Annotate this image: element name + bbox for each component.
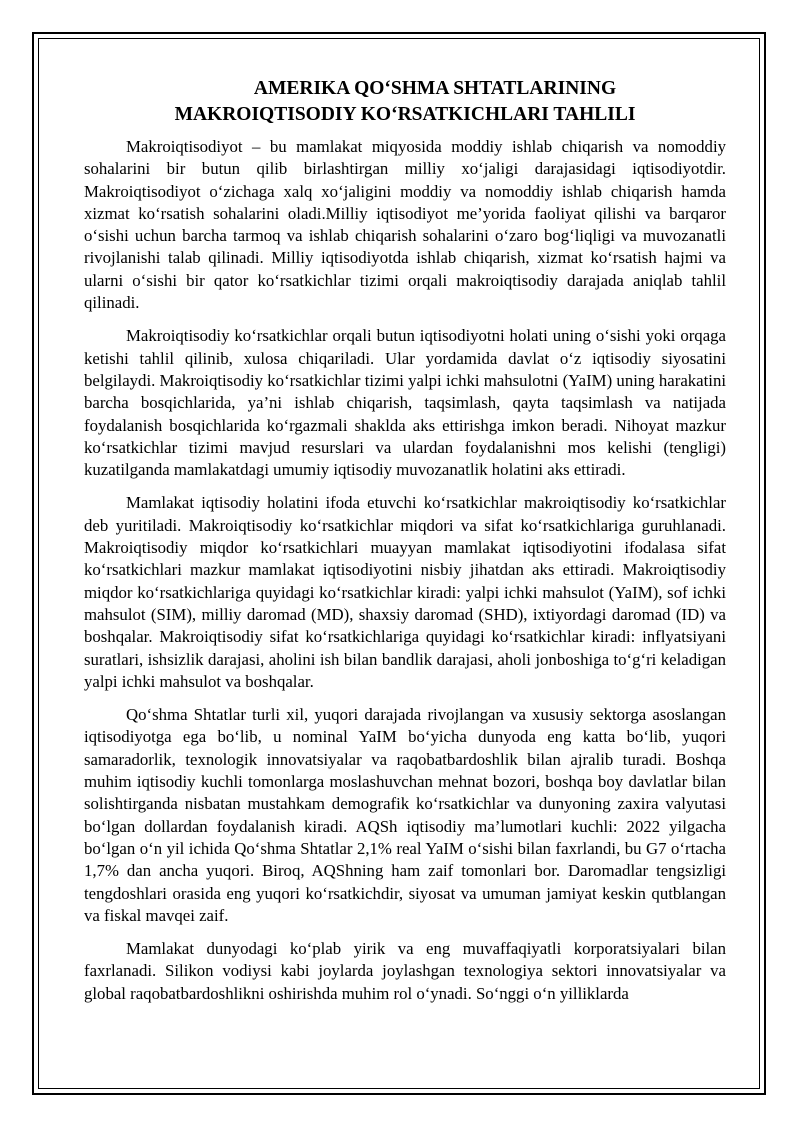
- paragraph-5: Mamlakat dunyodagi ko‘plab yirik va eng muvaffaqiyatli korporatsiyalari bilan faxrlanadi. Silikon vodiysi kabi joylarda joylashgan texnologiya sektori innovatsiyalar va global raqobatbardoshlikni oshirishda muhim rol o‘ynadi. So‘nggi o‘n yilliklarda: [84, 939, 726, 1003]
- title-line-2: MAKROIQTISODIY KO‘RSATKICHLARI TAHLILI: [174, 104, 636, 125]
- paragraph-1: Makroiqtisodiyot – bu mamlakat miqyosida moddiy ishlab chiqarish va nomoddiy sohalarini bir butun qilib birlashtirgan milliy xo‘jaligi darajasidagi iqtisodiyotdir. Makroiqtisodiyot o‘zichaga xalq xo‘jaligini moddiy va nomoddiy ishlab chiqarish hamda xizmat ko‘rsatish sohalarini oladi.Milliy iqtisodiyot me’yorida faoliyat qilishi va barqaror o‘sishi uchun barcha tarmoq va ishlab chiqarish sohalarini o‘zaro bog‘liqligi va muvozanatli rivojlanishi talab qilinadi. Milliy iqtisodiyotda ishlab chiqarish, xizmat ko‘rsatish hajmi va ularni o‘sishi bir qator ko‘rsatkichlar tizimi orqali makroiqtisodiy darajada aniqlab tahlil qilinadi.: [84, 137, 726, 313]
- document-body: [84, 76, 726, 1090]
- paragraph-3: Mamlakat iqtisodiy holatini ifoda etuvchi ko‘rsatkichlar makroiqtisodiy ko‘rsatkichlar deb yuritiladi. Makroiqtisodiy ko‘rsatkichlar miqdori va sifat ko‘rsatkichlariga guruhlanadi. Makroiqtisodiy miqdor ko‘rsatkichlari muayyan mamlakat iqtisodiyotini ifodalasa sifat ko‘rsatkichlari mazkur mamlakat iqtisodiyotini nisbiy jihatdan aks ettiradi. Makroiqtisodiy miqdor ko‘rsatkichlariga quyidagi ko‘rsatkichlar kiradi: yalpi ichki mahsulot (YaIM), sof ichki mahsulot (SIM), milliy daromad (MD), shaxsiy daromad (SHD), ixtiyordagi daromad (ID) va boshqalar. Makroiqtisodiy sifat ko‘rsatkichlariga quyidagi ko‘rsatkichlar kiradi: inflyatsiyani suratlari, ishsizlik darajasi, aholini ish bilan bandlik darajasi, aholi jonboshiga to‘g‘ri keladigan yalpi ichki mahsulot va boshqalar.: [84, 493, 726, 691]
- paragraph-4: Qo‘shma Shtatlar turli xil, yuqori darajada rivojlangan va xususiy sektorga asoslangan iqtisodiyotga ega bo‘lib, u nominal YaIM bo‘yicha dunyoda eng katta bo‘lib, yuqori samaradorlik, texnologik innovatsiyalar va raqobatbardoshlik bilan ajralib turadi. Boshqa muhim iqtisodiy kuchli tomonlarga moslashuvchan mehnat bozori, boshqa boy davlatlar bilan solishtirganda nisbatan mustahkam demografik ko‘rsatkichlar va dunyoning zaxira valyutasi bo‘lgan dollardan foydalanish kiradi. AQSh iqtisodiy ma’lumotlari kuchli: 2022 yilgacha bo‘lgan o‘n yil ichida Qo‘shma Shtatlar 2,1% real YaIM o‘sishi bilan faxrlandi, bu G7 o‘rtacha 1,7% dan ancha yuqori. Biroq, AQShning ham zaif tomonlari bor. Daromadlar tengsizligi tengdoshlari orasida eng yuqori ko‘rsatkichdir, siyosat va umuman jamiyat keskin qutblangan va fiskal mavqei zaif.: [84, 705, 726, 925]
- paragraph-2: Makroiqtisodiy ko‘rsatkichlar orqali butun iqtisodiyotni holati uning o‘sishi yoki orqaga ketishi tahlil qilinib, xulosa chiqariladi. Ular yordamida davlat o‘z iqtisodiy siyosatini belgilaydi. Makroiqtisodiy ko‘rsatkichlar tizimi yalpi ichki mahsulotni (YaIM) uning harakatini barcha bosqichlarida, ya’ni ishlab chiqarish, taqsimlash, qayta taqsimlash va natijada foydalanish bosqichlarida ko‘rgazmali shaklda aks ettirishga imkon beradi. Nihoyat mazkur ko‘rsatkichlar tizimi mavjud resurslari va ulardan foydalanishni mos kelishi (tengligi) kuzatilganda mamlakatdagi umumiy iqtisodiy muvozanatlik holatini aks ettiradi.: [84, 326, 726, 480]
- document-title: [84, 76, 726, 128]
- title-line-1: AMERIKA QO‘SHMA SHTATLARINING: [253, 78, 617, 99]
